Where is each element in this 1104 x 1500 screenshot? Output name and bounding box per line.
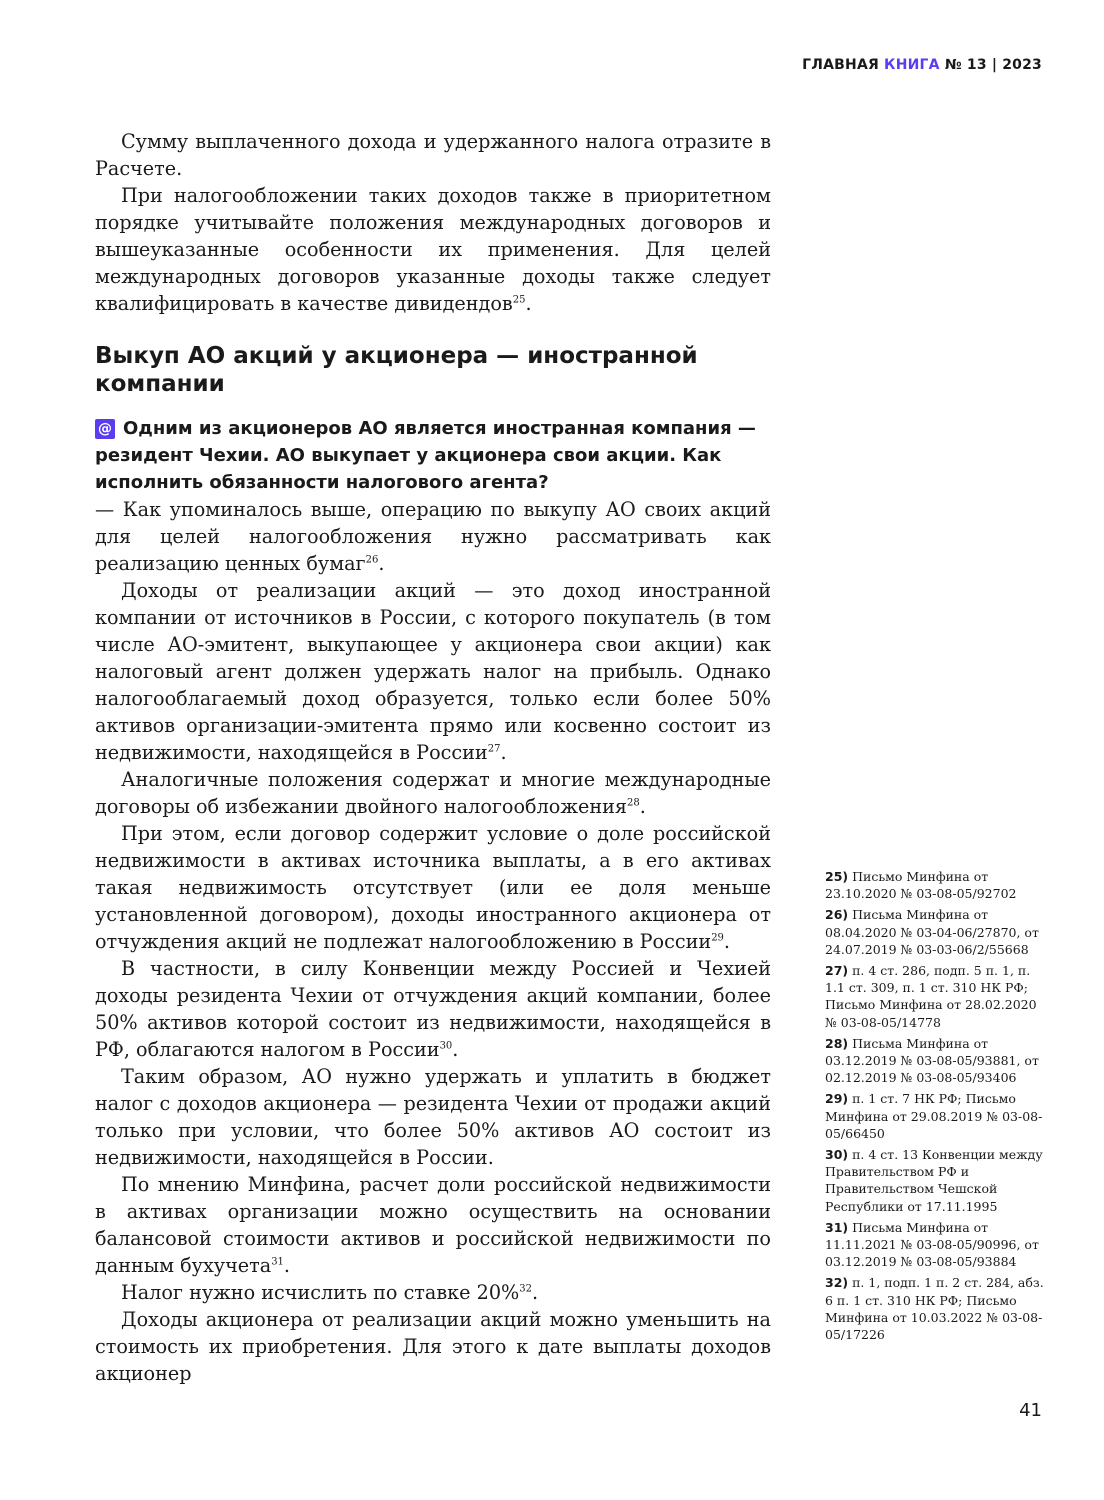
section-heading: Выкуп АО акций у акционера — иностранной компании: [95, 343, 698, 397]
footnote-ref[interactable]: 28: [627, 797, 640, 809]
footnote: 29) п. 1 ст. 7 НК РФ; Письмо Минфина от 29.08.2019 № 03-08-05/66450: [825, 1091, 1043, 1141]
paragraph: По мнению Минфина, расчет доли российской недвижимости в активах организации можно осуществить на основании балансовой стоимости активов и российской недвижимости по данным бухучета$^{31}$.: [95, 1173, 771, 1277]
footnote: 32) п. 1, подп. 1 п. 2 ст. 284, абз. 6 п. 1 ст. 310 НК РФ; Письмо Минфина от 10.03.2022 № 03-08-05/17226: [825, 1275, 1044, 1343]
answer-lead: — Как упоминалось выше, операцию по выкупу АО своих акций для целей налогообложения нужно рассматривать как реализацию ценных бумаг$^{26}$.: [95, 498, 771, 575]
header-title-accent: КНИГА: [884, 57, 940, 73]
footnote-ref[interactable]: 25: [512, 294, 526, 306]
running-header: [802, 57, 1042, 73]
header-issue: № 13 | 2023: [939, 57, 1042, 73]
footnote-ref[interactable]: 26: [365, 554, 379, 566]
footnote: 27) п. 4 ст. 286, подп. 5 п. 1, п. 1.1 ст. 309, п. 1 ст. 310 НК РФ; Письмо Минфина от 28.02.2020 № 03-08-05/14778: [825, 963, 1037, 1030]
paragraph: При налогообложении таких доходов также в приоритетном порядке учитывайте положения международных договоров и вышеуказанные особенности их применения. Для целей международных договоров указанные доходы также следует квалифицировать в качестве дивидендов$^{25}$.: [95, 184, 771, 315]
footnote-ref[interactable]: 29: [711, 932, 724, 944]
main-column: [95, 128, 771, 1387]
paragraph: При этом, если договор содержит условие о доле российской недвижимости в активах источника выплаты, а в его активах такая недвижимость отсутствует (или ее доля меньше установленной договором), доходы иностранного акционера от отчуждения акций не подлежат налогообложению в России$^{29}$.: [95, 822, 771, 953]
footnote-ref[interactable]: 27: [487, 743, 501, 755]
footnote-ref[interactable]: 30: [439, 1040, 453, 1052]
footnote: 31) Письма Минфина от 11.11.2021 № 03-08-05/90996, от 03.12.2019 № 03-08-05/93884: [825, 1219, 1039, 1270]
footnote: 28) Письма Минфина от 03.12.2019 № 03-08-05/93881, от 02.12.2019 № 03-08-05/93406: [825, 1035, 1039, 1086]
paragraph: Доходы акционера от реализации акций можно уменьшить на стоимость их приобретения. Для этого к дате выплаты доходов акционер: [95, 1308, 771, 1385]
paragraph: Сумму выплаченного дохода и удержанного налога отразите в Расчете.: [95, 130, 771, 180]
paragraph: Аналогичные положения содержат и многие международные договоры об избежании двойного налогообложения$^{28}$.: [95, 768, 771, 818]
footnote: 30) п. 4 ст. 13 Конвенции между Правительством РФ и Правительством Чешской Республики от 17.11.1995: [825, 1147, 1043, 1214]
footnote: 25) Письмо Минфина от 23.10.2020 № 03-08-05/92702: [825, 869, 1017, 902]
question-text: Одним из акционеров АО является иностранная компания — резидент Чехии. АО выкупает у акционера свои акции. Как исполнить обязанности налогового агента?: [95, 418, 756, 493]
at-icon: @: [95, 419, 115, 439]
paragraph: В частности, в силу Конвенции между Россией и Чехией доходы резидента Чехии от отчуждения акций компании, более 50% активов которой состоит из недвижимости, находящейся в РФ, облагаются налогом в России$^{30}$.: [95, 957, 771, 1061]
footnotes-column: [825, 868, 1050, 1347]
paragraph: Налог нужно исчислить по ставке 20%$^{32}$.: [121, 1281, 539, 1304]
question-block: [95, 415, 771, 496]
page-number: 41: [1019, 1400, 1042, 1421]
header-title: ГЛАВНАЯ: [802, 57, 885, 73]
footnote: 26) Письма Минфина от 08.04.2020 № 03-04-06/27870, от 24.07.2019 № 03-03-06/2/55668: [825, 907, 1039, 957]
paragraph: Доходы от реализации акций — это доход иностранной компании от источников в России, с которого покупатель (в том числе АО-эмитент, выкупающее у акционера свои акции) как налоговый агент должен удержать налог на прибыль. Однако налогооблагаемый доход образуется, только если более 50% активов организации-эмитента прямо или косвенно состоит из недвижимости, находящейся в России$^{27}$.: [95, 579, 771, 764]
footnote-ref[interactable]: 32: [519, 1283, 532, 1295]
footnote-ref[interactable]: 31: [271, 1256, 284, 1268]
paragraph: Таким образом, АО нужно удержать и уплатить в бюджет налог с доходов акционера — резидента Чехии от продажи акций только при условии, что более 50% активов АО состоит из недвижимости, находящейся в России.: [95, 1065, 771, 1169]
